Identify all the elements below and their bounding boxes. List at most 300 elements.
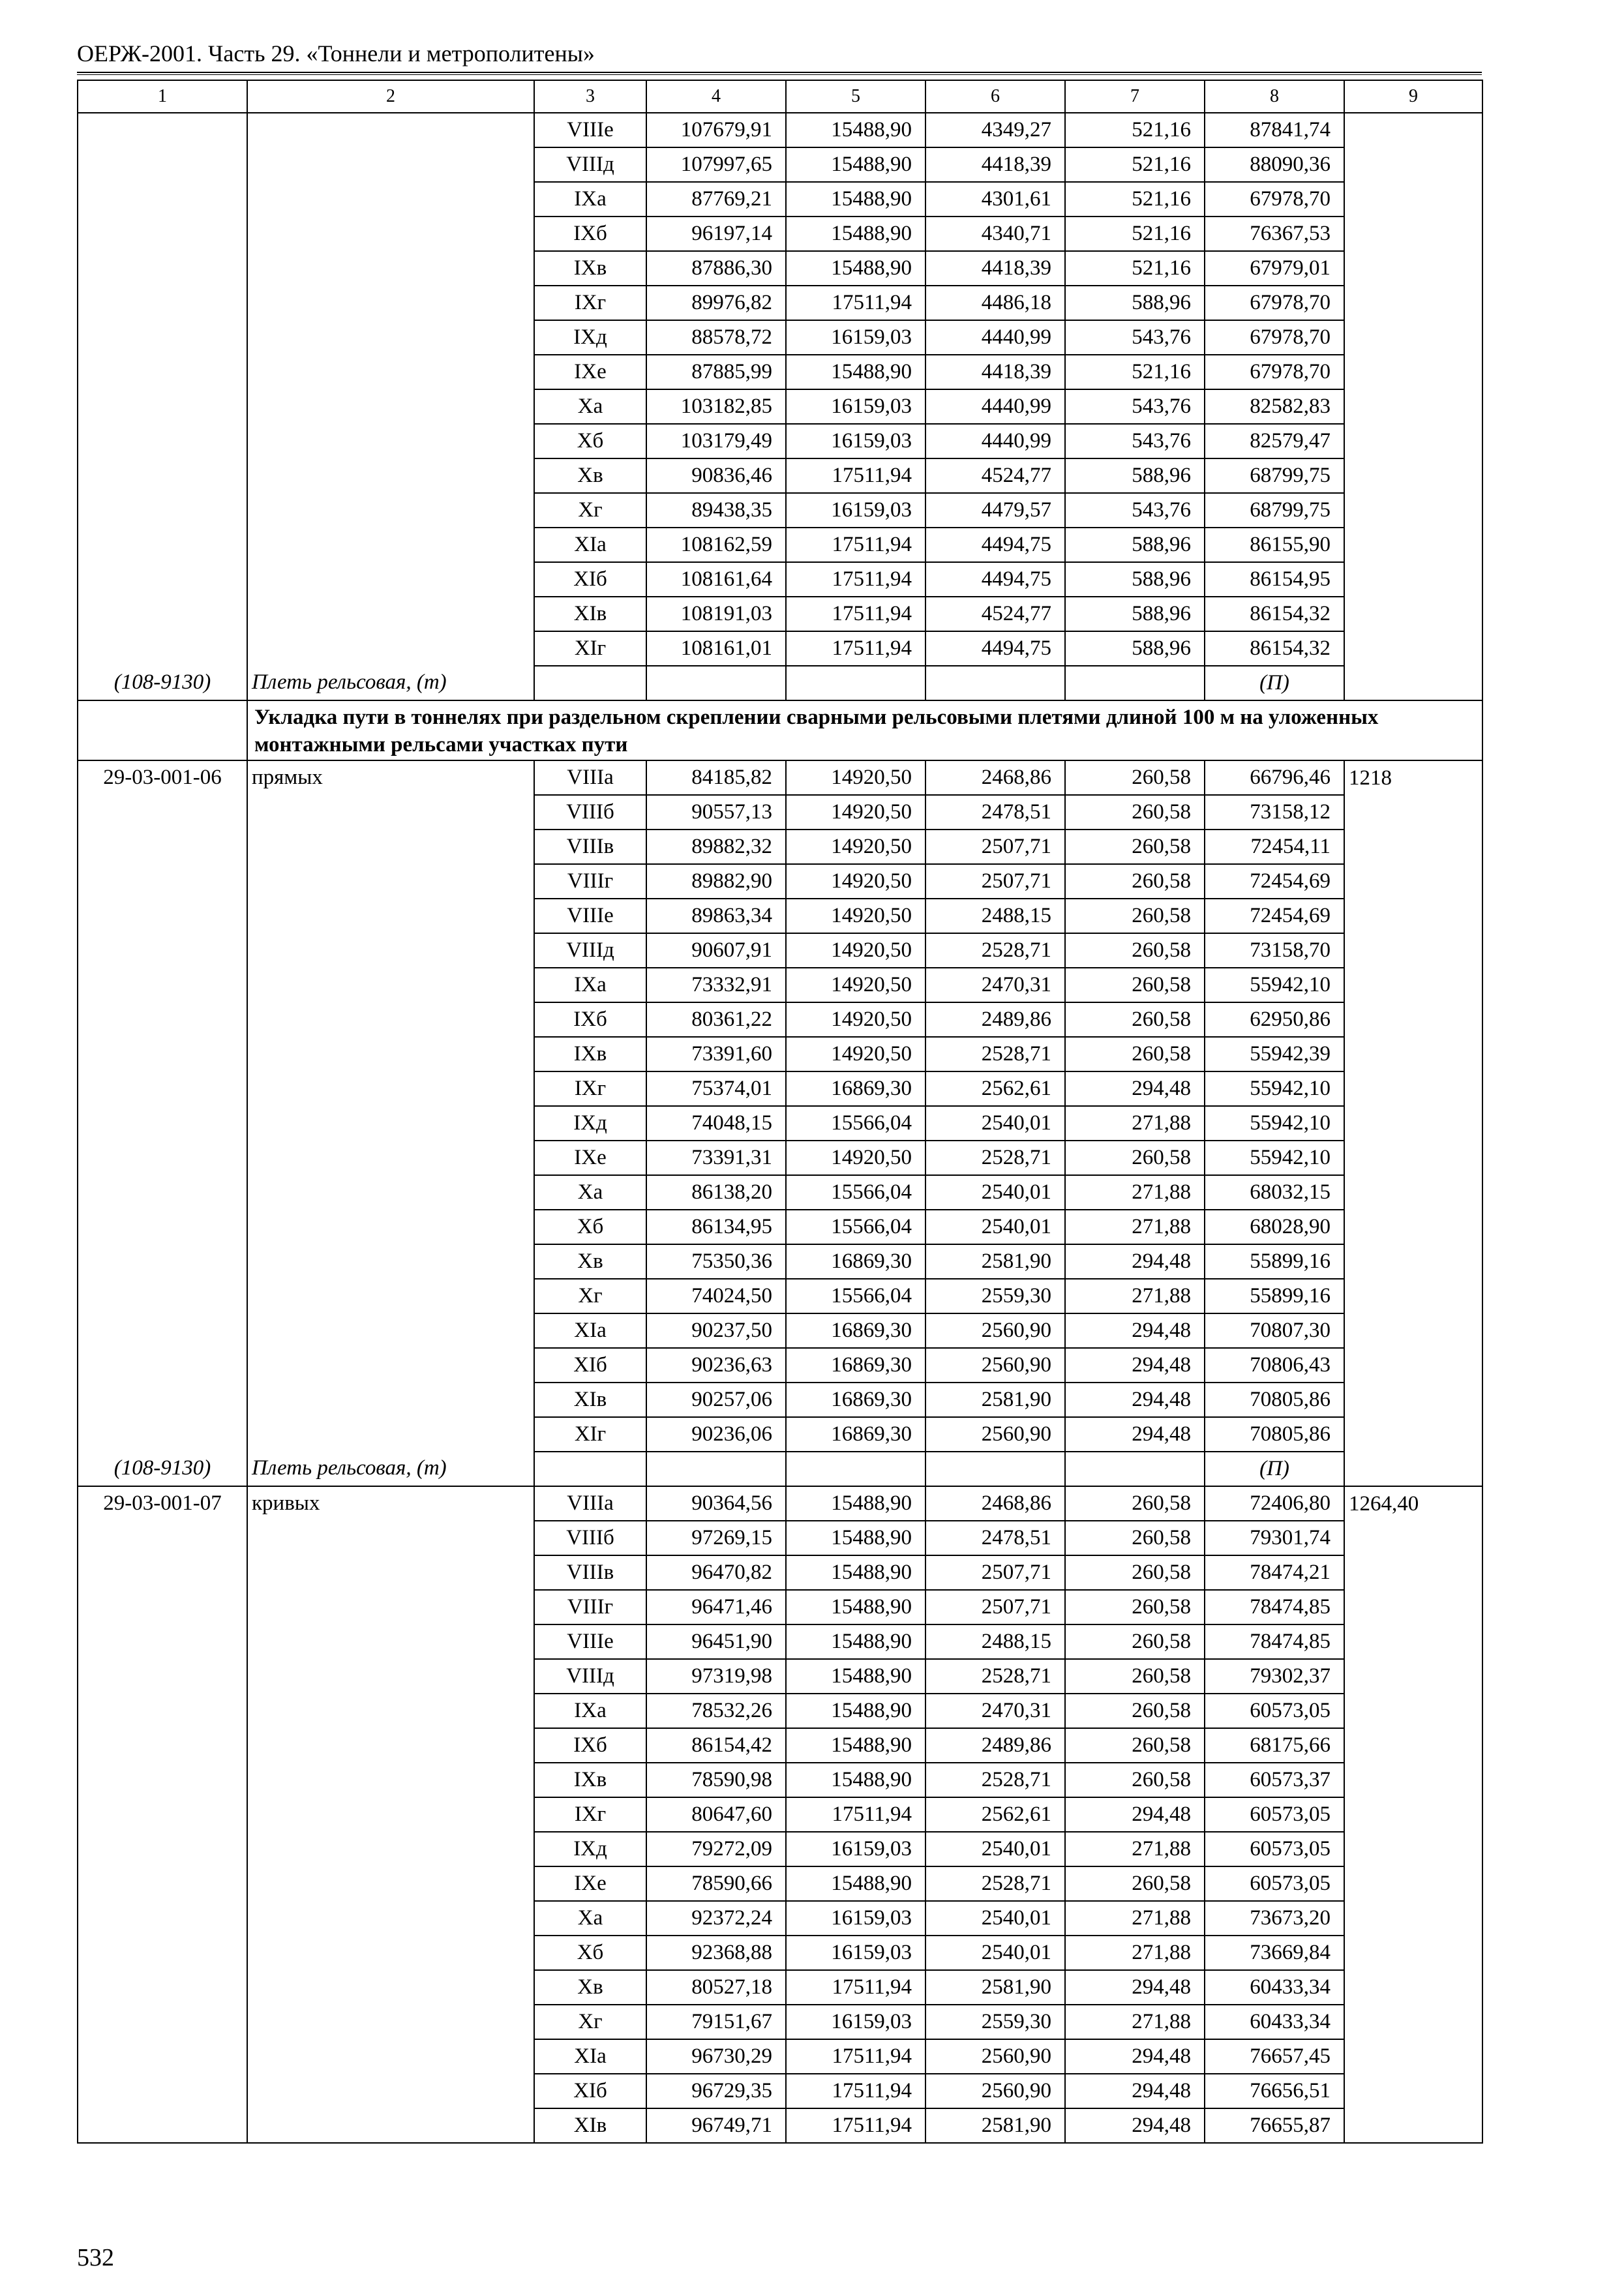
table-row — [78, 2039, 1482, 2074]
grade-cell: IXд — [534, 320, 646, 355]
value-cell: 68799,75 — [1205, 493, 1344, 528]
value-cell: 521,16 — [1065, 251, 1205, 286]
value-cell: 73332,91 — [646, 968, 786, 1002]
value-cell: 16159,03 — [786, 493, 925, 528]
value-cell: 17511,94 — [786, 1797, 925, 1832]
work-name-cell — [247, 1728, 534, 1763]
code-cell — [78, 182, 247, 217]
value-cell: 4494,75 — [925, 631, 1065, 666]
code-cell — [78, 968, 247, 1002]
code-cell — [78, 1901, 247, 1936]
value-cell: 76656,51 — [1205, 2074, 1344, 2108]
work-name-cell — [247, 562, 534, 597]
value-cell: 260,58 — [1065, 864, 1205, 899]
value-cell: 588,96 — [1065, 631, 1205, 666]
work-name-cell: прямых — [247, 760, 534, 795]
grade-cell: VIIIе — [534, 899, 646, 933]
value-cell: 15488,90 — [786, 1624, 925, 1659]
work-name-cell — [247, 1244, 534, 1279]
value-cell: 75350,36 — [646, 1244, 786, 1279]
value-cell: 90236,63 — [646, 1348, 786, 1383]
work-name-cell — [247, 1002, 534, 1037]
table-row — [78, 795, 1482, 830]
value-cell: 2507,71 — [925, 830, 1065, 864]
grade-cell: XIб — [534, 1348, 646, 1383]
col9-cell — [1344, 1521, 1482, 1555]
header-rule-thin — [77, 74, 1482, 75]
col9-cell — [1344, 424, 1482, 458]
value-cell: 2581,90 — [925, 2108, 1065, 2143]
value-cell: 17511,94 — [786, 286, 925, 320]
col9-cell — [1344, 1037, 1482, 1071]
value-cell: 70806,43 — [1205, 1348, 1344, 1383]
value-cell: 90237,50 — [646, 1313, 786, 1348]
value-cell: 78532,26 — [646, 1694, 786, 1728]
table-row — [78, 113, 1482, 147]
grade-cell: VIIIб — [534, 795, 646, 830]
code-cell — [78, 1659, 247, 1694]
table-row — [78, 1832, 1482, 1866]
col9-cell — [1344, 597, 1482, 631]
work-name-cell — [247, 1936, 534, 1970]
value-cell: 14920,50 — [786, 933, 925, 968]
grade-cell: Xв — [534, 458, 646, 493]
table-row — [78, 1694, 1482, 1728]
col9-cell — [1344, 1106, 1482, 1141]
value-cell: 588,96 — [1065, 597, 1205, 631]
empty-cell — [646, 666, 786, 700]
value-cell: 96471,46 — [646, 1590, 786, 1624]
code-cell — [78, 458, 247, 493]
code-cell — [78, 1037, 247, 1071]
code-cell — [78, 1832, 247, 1866]
work-name-cell — [247, 830, 534, 864]
value-cell: 16159,03 — [786, 1936, 925, 1970]
work-name-cell — [247, 1383, 534, 1417]
value-cell: 294,48 — [1065, 1970, 1205, 2005]
value-cell: 90257,06 — [646, 1383, 786, 1417]
table-row — [78, 864, 1482, 899]
table-row — [78, 1970, 1482, 2005]
col9-cell — [1344, 830, 1482, 864]
value-cell: 78590,66 — [646, 1866, 786, 1901]
col9-cell — [1344, 1624, 1482, 1659]
work-name-cell — [247, 1210, 534, 1244]
value-cell: 87769,21 — [646, 182, 786, 217]
value-cell: 16159,03 — [786, 389, 925, 424]
table-row — [78, 1728, 1482, 1763]
value-cell: 2507,71 — [925, 864, 1065, 899]
table-row — [78, 760, 1482, 795]
grade-cell: IXе — [534, 355, 646, 389]
code-cell — [78, 1797, 247, 1832]
code-cell — [78, 1417, 247, 1452]
value-cell: 15488,90 — [786, 1694, 925, 1728]
value-cell: 67979,01 — [1205, 251, 1344, 286]
code-cell — [78, 864, 247, 899]
value-cell: 70805,86 — [1205, 1417, 1344, 1452]
table-row — [78, 1590, 1482, 1624]
value-cell: 76367,53 — [1205, 217, 1344, 251]
table-row — [78, 251, 1482, 286]
value-cell: 89882,32 — [646, 830, 786, 864]
resource-code: (108-9130) — [78, 666, 247, 700]
work-name-cell — [247, 933, 534, 968]
value-cell: 74024,50 — [646, 1279, 786, 1313]
value-cell: 74048,15 — [646, 1106, 786, 1141]
grade-cell: XIа — [534, 528, 646, 562]
table-row — [78, 933, 1482, 968]
value-cell: 73158,70 — [1205, 933, 1344, 968]
table-row — [78, 286, 1482, 320]
grade-cell: XIб — [534, 562, 646, 597]
value-cell: 70805,86 — [1205, 1383, 1344, 1417]
value-cell: 260,58 — [1065, 933, 1205, 968]
grade-cell: VIIIа — [534, 760, 646, 795]
table-row — [78, 1555, 1482, 1590]
code-cell: 29-03-001-07 — [78, 1486, 247, 1521]
value-cell: 14920,50 — [786, 760, 925, 795]
value-cell: 90836,46 — [646, 458, 786, 493]
value-cell: 2528,71 — [925, 1141, 1065, 1175]
col9-cell — [1344, 1659, 1482, 1694]
table-row — [78, 147, 1482, 182]
table-row — [78, 2108, 1482, 2143]
value-cell: 2560,90 — [925, 1348, 1065, 1383]
code-cell — [78, 1106, 247, 1141]
value-cell: 2488,15 — [925, 899, 1065, 933]
empty-cell — [78, 700, 247, 760]
grade-cell: Xа — [534, 389, 646, 424]
value-cell: 55942,10 — [1205, 1071, 1344, 1106]
value-cell: 72454,69 — [1205, 899, 1344, 933]
value-cell: 15488,90 — [786, 147, 925, 182]
value-cell: 103182,85 — [646, 389, 786, 424]
value-cell: 15488,90 — [786, 1728, 925, 1763]
empty-cell — [925, 666, 1065, 700]
grade-cell: VIIIв — [534, 1555, 646, 1590]
value-cell: 15488,90 — [786, 251, 925, 286]
code-cell — [78, 631, 247, 666]
col9-cell — [1344, 320, 1482, 355]
table-row — [78, 1175, 1482, 1210]
value-cell: 4494,75 — [925, 562, 1065, 597]
value-cell: 521,16 — [1065, 147, 1205, 182]
value-cell: 55942,10 — [1205, 1141, 1344, 1175]
value-cell: 271,88 — [1065, 1936, 1205, 1970]
work-name-cell — [247, 795, 534, 830]
table-row — [78, 493, 1482, 528]
col9-cell — [1344, 147, 1482, 182]
value-cell: 96197,14 — [646, 217, 786, 251]
value-cell: 2478,51 — [925, 795, 1065, 830]
col9-cell — [1344, 631, 1482, 666]
value-cell: 4301,61 — [925, 182, 1065, 217]
table-row — [78, 1797, 1482, 1832]
value-cell: 260,58 — [1065, 1694, 1205, 1728]
value-cell: 260,58 — [1065, 1763, 1205, 1797]
value-cell: 4349,27 — [925, 113, 1065, 147]
value-cell: 2540,01 — [925, 1901, 1065, 1936]
value-cell: 2507,71 — [925, 1590, 1065, 1624]
empty-cell — [925, 1452, 1065, 1486]
value-cell: 2468,86 — [925, 1486, 1065, 1521]
column-number: 8 — [1205, 80, 1344, 113]
table-row — [78, 597, 1482, 631]
col9-cell — [1344, 1866, 1482, 1901]
header-rule — [77, 72, 1482, 73]
work-name-cell — [247, 1175, 534, 1210]
resource-row — [78, 666, 1482, 700]
column-number: 3 — [534, 80, 646, 113]
value-cell: 543,76 — [1065, 493, 1205, 528]
work-name-cell — [247, 493, 534, 528]
col9-cell — [1344, 666, 1482, 700]
value-cell: 271,88 — [1065, 1832, 1205, 1866]
value-cell: 60573,37 — [1205, 1763, 1344, 1797]
table-row — [78, 528, 1482, 562]
work-name-cell — [247, 1970, 534, 2005]
col9-cell — [1344, 1970, 1482, 2005]
work-name-cell — [247, 1624, 534, 1659]
table-row — [78, 631, 1482, 666]
value-cell: 294,48 — [1065, 1313, 1205, 1348]
grade-cell: Xа — [534, 1175, 646, 1210]
code-cell — [78, 830, 247, 864]
col9-cell — [1344, 1383, 1482, 1417]
empty-cell — [646, 1452, 786, 1486]
value-cell: 79301,74 — [1205, 1521, 1344, 1555]
value-cell: 260,58 — [1065, 1866, 1205, 1901]
col9-cell — [1344, 458, 1482, 493]
value-cell: 588,96 — [1065, 286, 1205, 320]
table-row — [78, 1936, 1482, 1970]
table-row — [78, 1313, 1482, 1348]
value-cell: 73673,20 — [1205, 1901, 1344, 1936]
col9-cell — [1344, 389, 1482, 424]
value-cell: 82579,47 — [1205, 424, 1344, 458]
value-cell: 2540,01 — [925, 1210, 1065, 1244]
value-cell: 108161,01 — [646, 631, 786, 666]
value-cell: 89863,34 — [646, 899, 786, 933]
column-number: 2 — [247, 80, 534, 113]
value-cell: 14920,50 — [786, 830, 925, 864]
grade-cell: Xа — [534, 1901, 646, 1936]
col9-cell — [1344, 1832, 1482, 1866]
code-cell — [78, 320, 247, 355]
code-cell — [78, 1313, 247, 1348]
code-cell — [78, 795, 247, 830]
value-cell: 17511,94 — [786, 2108, 925, 2143]
grade-cell: XIв — [534, 2108, 646, 2143]
value-cell: 521,16 — [1065, 113, 1205, 147]
column-number: 9 — [1344, 80, 1482, 113]
value-cell: 68175,66 — [1205, 1728, 1344, 1763]
code-cell: 29-03-001-06 — [78, 760, 247, 795]
value-cell: 543,76 — [1065, 389, 1205, 424]
table-row — [78, 1521, 1482, 1555]
code-cell — [78, 113, 247, 147]
empty-cell — [1065, 666, 1205, 700]
value-cell: 15566,04 — [786, 1210, 925, 1244]
col9-cell — [1344, 1452, 1482, 1486]
col9-cell — [1344, 1175, 1482, 1210]
table-row — [78, 1071, 1482, 1106]
value-cell: 14920,50 — [786, 1002, 925, 1037]
code-cell — [78, 2074, 247, 2108]
value-cell: 67978,70 — [1205, 355, 1344, 389]
work-name-cell — [247, 864, 534, 899]
value-cell: 76655,87 — [1205, 2108, 1344, 2143]
value-cell: 271,88 — [1065, 1210, 1205, 1244]
value-cell: 96451,90 — [646, 1624, 786, 1659]
value-cell: 87885,99 — [646, 355, 786, 389]
grade-cell: XIа — [534, 2039, 646, 2074]
col9-cell — [1344, 1901, 1482, 1936]
value-cell: 260,58 — [1065, 1624, 1205, 1659]
col9-cell: 1264,40 — [1344, 1486, 1482, 1521]
value-cell: 97269,15 — [646, 1521, 786, 1555]
value-cell: 73391,60 — [646, 1037, 786, 1071]
value-cell: 60573,05 — [1205, 1866, 1344, 1901]
work-name-cell — [247, 1659, 534, 1694]
value-cell: 55899,16 — [1205, 1279, 1344, 1313]
value-cell: 86155,90 — [1205, 528, 1344, 562]
code-cell — [78, 1624, 247, 1659]
value-cell: 260,58 — [1065, 1521, 1205, 1555]
value-cell: 89976,82 — [646, 286, 786, 320]
value-cell: 86154,42 — [646, 1728, 786, 1763]
value-cell: 4494,75 — [925, 528, 1065, 562]
grade-cell: IXг — [534, 1071, 646, 1106]
page-header: ОЕРЖ-2001. Часть 29. «Тоннели и метрополитены» — [77, 40, 595, 67]
value-cell: 16869,30 — [786, 1417, 925, 1452]
value-cell: 4418,39 — [925, 251, 1065, 286]
grade-cell: VIIIв — [534, 830, 646, 864]
value-cell: 14920,50 — [786, 968, 925, 1002]
col9-cell — [1344, 1590, 1482, 1624]
grade-cell: Xг — [534, 2005, 646, 2039]
resource-mark: (П) — [1205, 1452, 1344, 1486]
grade-cell: IXа — [534, 182, 646, 217]
grade-cell: XIб — [534, 2074, 646, 2108]
empty-cell — [534, 1452, 646, 1486]
code-cell — [78, 597, 247, 631]
table-row — [78, 1348, 1482, 1383]
table-row — [78, 1659, 1482, 1694]
col9-cell — [1344, 1279, 1482, 1313]
value-cell: 260,58 — [1065, 1590, 1205, 1624]
value-cell: 82582,83 — [1205, 389, 1344, 424]
value-cell: 294,48 — [1065, 1071, 1205, 1106]
col9-cell — [1344, 562, 1482, 597]
grade-cell: VIIIг — [534, 864, 646, 899]
col9-cell — [1344, 1728, 1482, 1763]
work-name-cell — [247, 1797, 534, 1832]
value-cell: 2528,71 — [925, 1037, 1065, 1071]
value-cell: 75374,01 — [646, 1071, 786, 1106]
work-name-cell — [247, 1901, 534, 1936]
value-cell: 80647,60 — [646, 1797, 786, 1832]
value-cell: 90236,06 — [646, 1417, 786, 1452]
value-cell: 2489,86 — [925, 1728, 1065, 1763]
value-cell: 2559,30 — [925, 1279, 1065, 1313]
table-row — [78, 217, 1482, 251]
value-cell: 17511,94 — [786, 1970, 925, 2005]
empty-cell — [786, 1452, 925, 1486]
value-cell: 588,96 — [1065, 562, 1205, 597]
col9-cell — [1344, 1141, 1482, 1175]
col9-cell — [1344, 182, 1482, 217]
value-cell: 16159,03 — [786, 1901, 925, 1936]
value-cell: 4340,71 — [925, 217, 1065, 251]
price-table — [77, 80, 1483, 2144]
work-name-cell — [247, 424, 534, 458]
column-number-row — [78, 80, 1482, 113]
value-cell: 80361,22 — [646, 1002, 786, 1037]
value-cell: 4440,99 — [925, 320, 1065, 355]
value-cell: 15488,90 — [786, 355, 925, 389]
col9-cell — [1344, 528, 1482, 562]
empty-cell — [1065, 1452, 1205, 1486]
value-cell: 78474,85 — [1205, 1624, 1344, 1659]
value-cell: 79302,37 — [1205, 1659, 1344, 1694]
value-cell: 271,88 — [1065, 1279, 1205, 1313]
work-name-cell — [247, 1348, 534, 1383]
page-number: 532 — [77, 2244, 114, 2271]
grade-cell: XIв — [534, 1383, 646, 1417]
value-cell: 2581,90 — [925, 1970, 1065, 2005]
code-cell — [78, 1383, 247, 1417]
col9-cell — [1344, 2005, 1482, 2039]
table-row — [78, 1763, 1482, 1797]
value-cell: 67978,70 — [1205, 320, 1344, 355]
value-cell: 2507,71 — [925, 1555, 1065, 1590]
col9-cell — [1344, 864, 1482, 899]
value-cell: 543,76 — [1065, 424, 1205, 458]
col9-cell — [1344, 1936, 1482, 1970]
code-cell — [78, 1348, 247, 1383]
table-row — [78, 1106, 1482, 1141]
resource-row — [78, 1452, 1482, 1486]
grade-cell: IXе — [534, 1866, 646, 1901]
resource-label: Плеть рельсовая, (т) — [247, 1452, 534, 1486]
value-cell: 15488,90 — [786, 182, 925, 217]
value-cell: 2581,90 — [925, 1244, 1065, 1279]
value-cell: 88090,36 — [1205, 147, 1344, 182]
work-name-cell — [247, 458, 534, 493]
grade-cell: IXе — [534, 1141, 646, 1175]
value-cell: 17511,94 — [786, 458, 925, 493]
code-cell — [78, 1763, 247, 1797]
value-cell: 2540,01 — [925, 1936, 1065, 1970]
table-row — [78, 389, 1482, 424]
value-cell: 2540,01 — [925, 1832, 1065, 1866]
code-cell — [78, 355, 247, 389]
grade-cell: Xв — [534, 1970, 646, 2005]
column-number: 7 — [1065, 80, 1205, 113]
resource-mark: (П) — [1205, 666, 1344, 700]
grade-cell: VIIIг — [534, 1590, 646, 1624]
value-cell: 73391,31 — [646, 1141, 786, 1175]
value-cell: 271,88 — [1065, 1106, 1205, 1141]
code-cell — [78, 1175, 247, 1210]
value-cell: 90364,56 — [646, 1486, 786, 1521]
grade-cell: Xб — [534, 424, 646, 458]
value-cell: 14920,50 — [786, 1141, 925, 1175]
col9-cell — [1344, 968, 1482, 1002]
value-cell: 73669,84 — [1205, 1936, 1344, 1970]
